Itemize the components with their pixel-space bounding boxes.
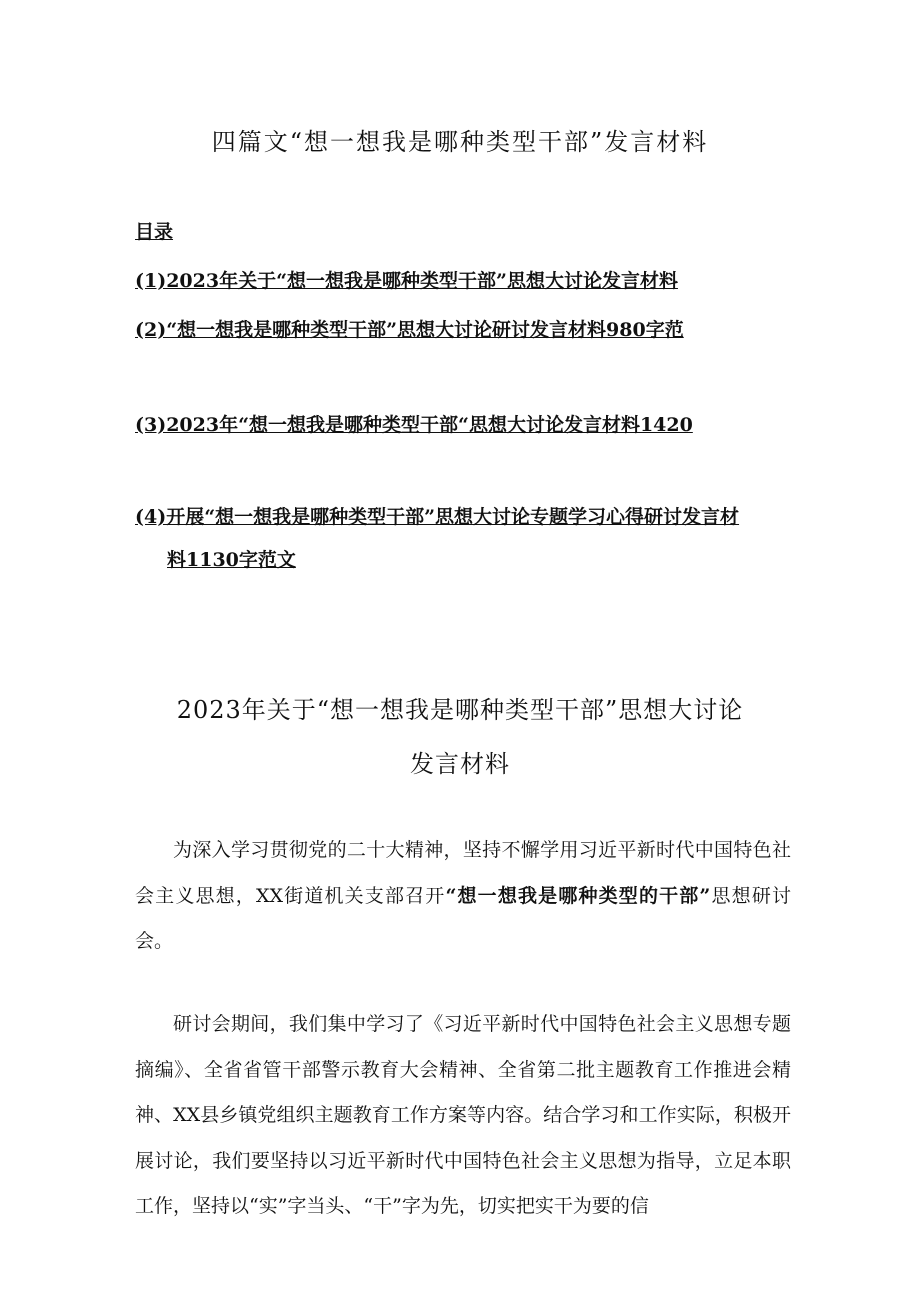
toc-item-1[interactable]: (1)2023年关于“想一想我是哪种类型干部”思想大讨论发言材料 [135,270,678,292]
toc-item-2[interactable]: (2)“想一想我是哪种类型干部”思想大讨论研讨发言材料980字范 [135,319,684,341]
toc-item-3[interactable]: (3)2023年“想一想我是哪种类型干部“思想大讨论发言材料1420 [135,414,693,436]
toc-heading[interactable]: 目录 [135,221,174,243]
paragraph-1-part-c: 思想研讨会。 [135,884,791,952]
toc-item-4-line2[interactable]: 料1130字范文 [167,549,296,571]
paragraph-1-part-a: 为深入学习贯彻党的二十大精神，坚持不懈学用习近平新时代中国特色社会主义思想，XX街道机关支部召开 [135,839,791,907]
paragraph-1 [135,828,791,965]
paragraph-2: 研讨会期间，我们集中学习了《习近平新时代中国特色社会主义思想专题摘编》、全省省管干部警示教育大会精神、全省第二批主题教育工作推进会精神、XX县乡镇党组织主题教育工作方案等内容。结合学习和工作实际，积极开展讨论，我们要坚持以习近平新时代中国特色社会主义思想为指导，立足本职工作，坚持以“实”字当头、“干”字为先，切实把实干为要的信 [135,1013,791,1217]
section-title [0,683,920,791]
section-title-line2: 发言材料 [410,750,510,778]
section-title-line1: 2023年关于“想一想我是哪种类型干部”思想大讨论 [176,696,744,724]
document-title: 四篇文“想一想我是哪种类型干部”发言材料 [211,128,709,156]
toc-item-4[interactable] [135,496,795,582]
paragraph-1-emphasis: “想一想我是哪种类型的干部” [445,884,711,907]
toc-item-4-line1[interactable]: (4)开展“想一想我是哪种类型干部”思想大讨论专题学习心得研讨发言材 [135,506,740,528]
